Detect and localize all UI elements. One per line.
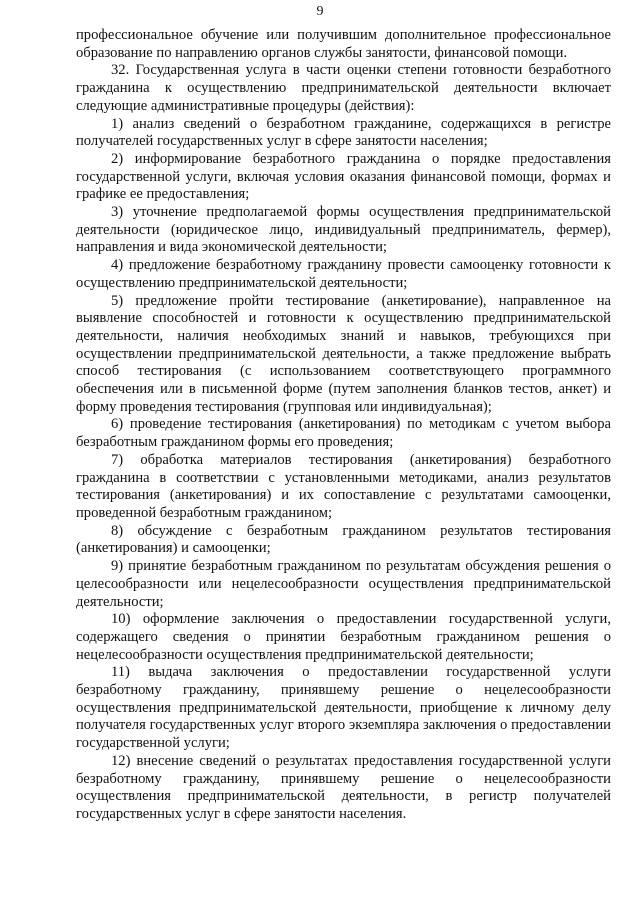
paragraph-procedure-5: 5) предложение пройти тестирование (анкетирование), направленное на выявление способностей и готовности к осуществлению предпринимательской деятельности, наличия необходимых знаний и навыков, требующихся при осуществлении предпринимательской деятельности, а также предложение выбрать способ тестирования (с использованием соответствующего программного обеспечения или в письменной форме (путем заполнения бланков тестов, анкет) и форму проведения тестирования (групповая или индивидуальная); xyxy=(76,292,611,415)
paragraph-procedure-9: 9) принятие безработным гражданином по результатам обсуждения решения о целесообразности или нецелесообразности осуществления предпринимательской деятельности; xyxy=(76,558,611,610)
paragraph-procedure-1: 1) анализ сведений о безработном гражданине, содержащихся в регистре получателей государственных услуг в сфере занятости населения; xyxy=(76,115,611,150)
paragraph-continuation: профессиональное обучение или получившим дополнительное профессиональное образование по направлению органов службы занятости, финансовой помощи. xyxy=(76,27,611,61)
paragraph-procedure-11: 11) выдача заключения о предоставлении государственной услуги безработному гражданину, принявшему решение о нецелесообразности осуществления предпринимательской деятельности, приобщение к личному делу получателя государственных услуг второго экземпляра заключения о предоставлении государственной услуги; xyxy=(76,664,611,752)
document-body xyxy=(76,27,611,824)
page-number: 9 xyxy=(316,4,324,19)
paragraph-procedure-2: 2) информирование безработного гражданина о порядке предоставления государственной услуги, включая условия оказания финансовой помощи, формах и графике ее предоставления; xyxy=(76,150,611,203)
paragraph-procedure-8: 8) обсуждение с безработным гражданином результатов тестирования (анкетирования) и самооценки; xyxy=(76,522,611,557)
paragraph-procedure-10: 10) оформление заключения о предоставлении государственной услуги, содержащего сведения о принятии безработным гражданином решения о нецелесообразности осуществления предпринимательской деятельности; xyxy=(76,611,611,663)
paragraph-procedure-4: 4) предложение безработному гражданину провести самооценку готовности к осуществлению предпринимательской деятельности; xyxy=(76,257,611,291)
paragraph-procedure-3: 3) уточнение предполагаемой формы осуществления предпринимательской деятельности (юридическое лицо, индивидуальный предприниматель, фермер), направления и вида экономической деятельности; xyxy=(76,204,611,256)
paragraph-procedure-12: 12) внесение сведений о результатах предоставления государственной услуги безработному гражданину, принявшему решение о нецелесообразности осуществления предпринимательской деятельности, в регистр получателей государственных услуг в сфере занятости населения. xyxy=(76,752,611,822)
paragraph-item-32: 32. Государственная услуга в части оценки степени готовности безработного гражданина к осуществлению предпринимательской деятельности включает следующие административные процедуры (действия): xyxy=(76,62,611,114)
paragraph-procedure-7: 7) обработка материалов тестирования (анкетирования) безработного гражданина в соответствии с установленными методиками, анализ результатов тестирования (анкетирования) и их сопоставление с результатами самооценки, проведенной безработным гражданином; xyxy=(76,451,611,521)
paragraph-procedure-6: 6) проведение тестирования (анкетирования) по методикам с учетом выбора безработным гражданином формы его проведения; xyxy=(76,416,611,451)
